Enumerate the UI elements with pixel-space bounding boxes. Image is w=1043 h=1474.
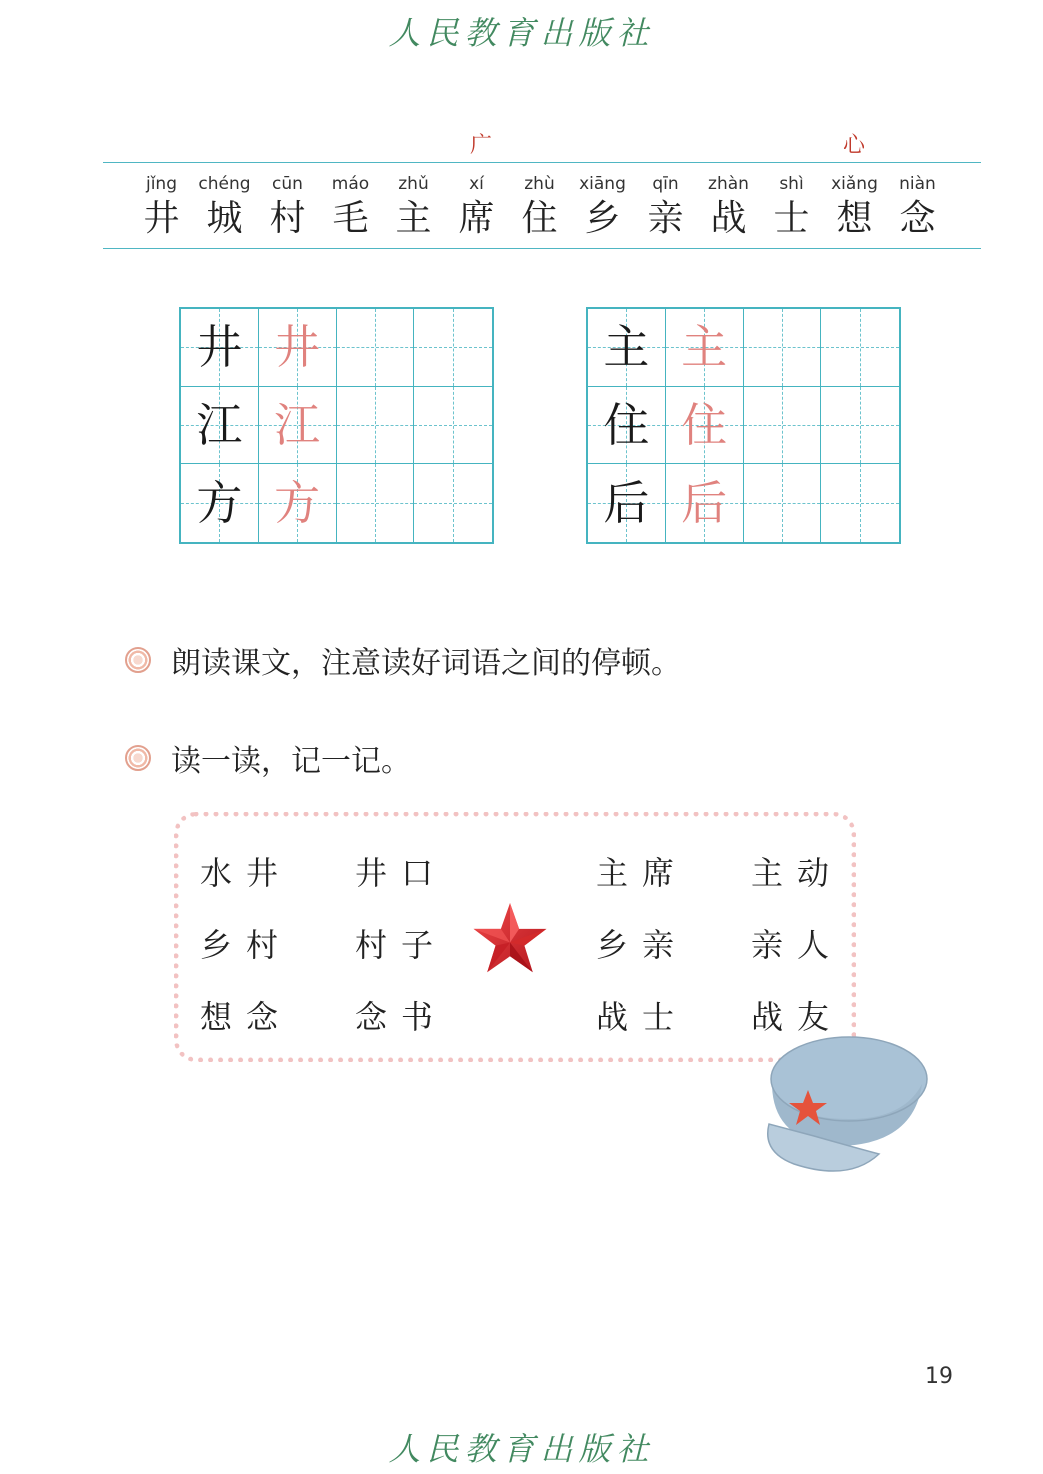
char-item <box>760 172 823 242</box>
red-star-icon <box>472 900 548 976</box>
grid-cell-empty[interactable] <box>414 309 492 387</box>
radical-hint-xin: 心 <box>843 133 866 158</box>
grid-cell-empty[interactable] <box>744 387 822 465</box>
hanzi: 士 <box>773 198 810 239</box>
writing-grid-right <box>586 307 901 544</box>
grid-cell-empty[interactable] <box>337 387 415 465</box>
word-item: 井口 <box>355 854 448 892</box>
model-char: 江 <box>196 397 243 452</box>
grid-cell <box>666 464 744 542</box>
grid-cell <box>666 309 744 387</box>
pinyin: xiāng <box>579 174 626 194</box>
grid-cell-empty[interactable] <box>821 464 899 542</box>
grid-cell-empty[interactable] <box>744 464 822 542</box>
model-char: 方 <box>196 476 243 531</box>
word-item: 主席 <box>596 854 689 892</box>
pinyin: chéng <box>198 174 251 194</box>
grid-cell <box>259 387 337 465</box>
char-item <box>508 172 571 242</box>
pinyin: shì <box>779 174 804 194</box>
model-char: 井 <box>196 320 243 375</box>
exercise-bullet-icon <box>125 745 151 771</box>
trace-char: 住 <box>681 397 728 452</box>
hanzi: 念 <box>899 198 936 239</box>
grid-cell <box>259 309 337 387</box>
radical-hint-guang: 广 <box>470 133 493 158</box>
instruction-text: 朗读课文，注意读好词语之间的停顿。 <box>171 646 681 681</box>
pinyin: xiǎng <box>831 174 878 194</box>
hanzi: 战 <box>710 198 747 239</box>
pinyin: niàn <box>899 174 936 194</box>
word-item: 想念 <box>200 998 293 1036</box>
word-item: 亲人 <box>751 926 844 964</box>
char-item <box>886 172 949 242</box>
instruction-read-aloud <box>125 638 681 682</box>
word-item: 乡亲 <box>596 926 689 964</box>
grid-cell <box>181 387 259 465</box>
hanzi: 主 <box>395 198 432 239</box>
trace-char: 主 <box>681 320 728 375</box>
grid-cell-empty[interactable] <box>337 464 415 542</box>
top-rule <box>103 162 981 163</box>
pinyin: xí <box>469 174 484 194</box>
grid-cell-empty[interactable] <box>414 387 492 465</box>
grid-cell <box>666 387 744 465</box>
model-char: 住 <box>603 397 650 452</box>
word-item: 村子 <box>355 926 448 964</box>
char-item <box>634 172 697 242</box>
pinyin: zhù <box>524 174 555 194</box>
char-item <box>697 172 760 242</box>
grid-cell-empty[interactable] <box>414 464 492 542</box>
publisher-watermark-bottom: 人民教育出版社 <box>388 1430 655 1468</box>
word-item: 战士 <box>596 998 689 1036</box>
pinyin: máo <box>331 174 370 194</box>
pinyin: cūn <box>272 174 303 194</box>
trace-char: 方 <box>274 476 321 531</box>
char-item <box>823 172 886 242</box>
publisher-watermark-top: 人民教育出版社 <box>388 14 655 52</box>
char-item <box>130 172 193 242</box>
word-item: 水井 <box>200 854 293 892</box>
char-item <box>571 172 634 242</box>
hanzi: 席 <box>458 198 495 239</box>
hanzi: 毛 <box>332 198 369 239</box>
char-item <box>193 172 256 242</box>
grid-cell-empty[interactable] <box>821 387 899 465</box>
instruction-read-remember <box>125 736 411 780</box>
char-item <box>256 172 319 242</box>
new-characters-row <box>130 172 960 242</box>
grid-cell-empty[interactable] <box>821 309 899 387</box>
bottom-rule <box>103 248 981 249</box>
writing-grid-left <box>179 307 494 544</box>
char-item <box>319 172 382 242</box>
grid-cell <box>259 464 337 542</box>
grid-cell-empty[interactable] <box>744 309 822 387</box>
instruction-text: 读一读，记一记。 <box>171 744 411 779</box>
page-number: 19 <box>925 1364 953 1389</box>
hanzi: 想 <box>836 198 873 239</box>
hanzi: 住 <box>521 198 558 239</box>
army-cap-icon <box>754 1024 934 1184</box>
hanzi: 村 <box>269 198 306 239</box>
grid-cell <box>588 387 666 465</box>
model-char: 后 <box>603 476 650 531</box>
hanzi: 城 <box>206 198 243 239</box>
char-item <box>382 172 445 242</box>
grid-cell <box>588 464 666 542</box>
hanzi: 井 <box>143 198 180 239</box>
hanzi: 乡 <box>584 198 621 239</box>
grid-cell <box>181 309 259 387</box>
word-item: 乡村 <box>200 926 293 964</box>
grid-cell <box>588 309 666 387</box>
model-char: 主 <box>603 320 650 375</box>
pinyin: zhàn <box>708 174 749 194</box>
pinyin: jǐng <box>145 174 177 194</box>
hanzi: 亲 <box>647 198 684 239</box>
char-item <box>445 172 508 242</box>
trace-char: 井 <box>274 320 321 375</box>
exercise-bullet-icon <box>125 647 151 673</box>
grid-cell <box>181 464 259 542</box>
word-item: 主动 <box>751 854 844 892</box>
trace-char: 后 <box>681 476 728 531</box>
trace-char: 江 <box>274 397 321 452</box>
pinyin: zhǔ <box>398 174 429 194</box>
word-item: 念书 <box>355 998 448 1036</box>
grid-cell-empty[interactable] <box>337 309 415 387</box>
word-item: 战友 <box>751 998 844 1036</box>
pinyin: qīn <box>652 174 679 194</box>
